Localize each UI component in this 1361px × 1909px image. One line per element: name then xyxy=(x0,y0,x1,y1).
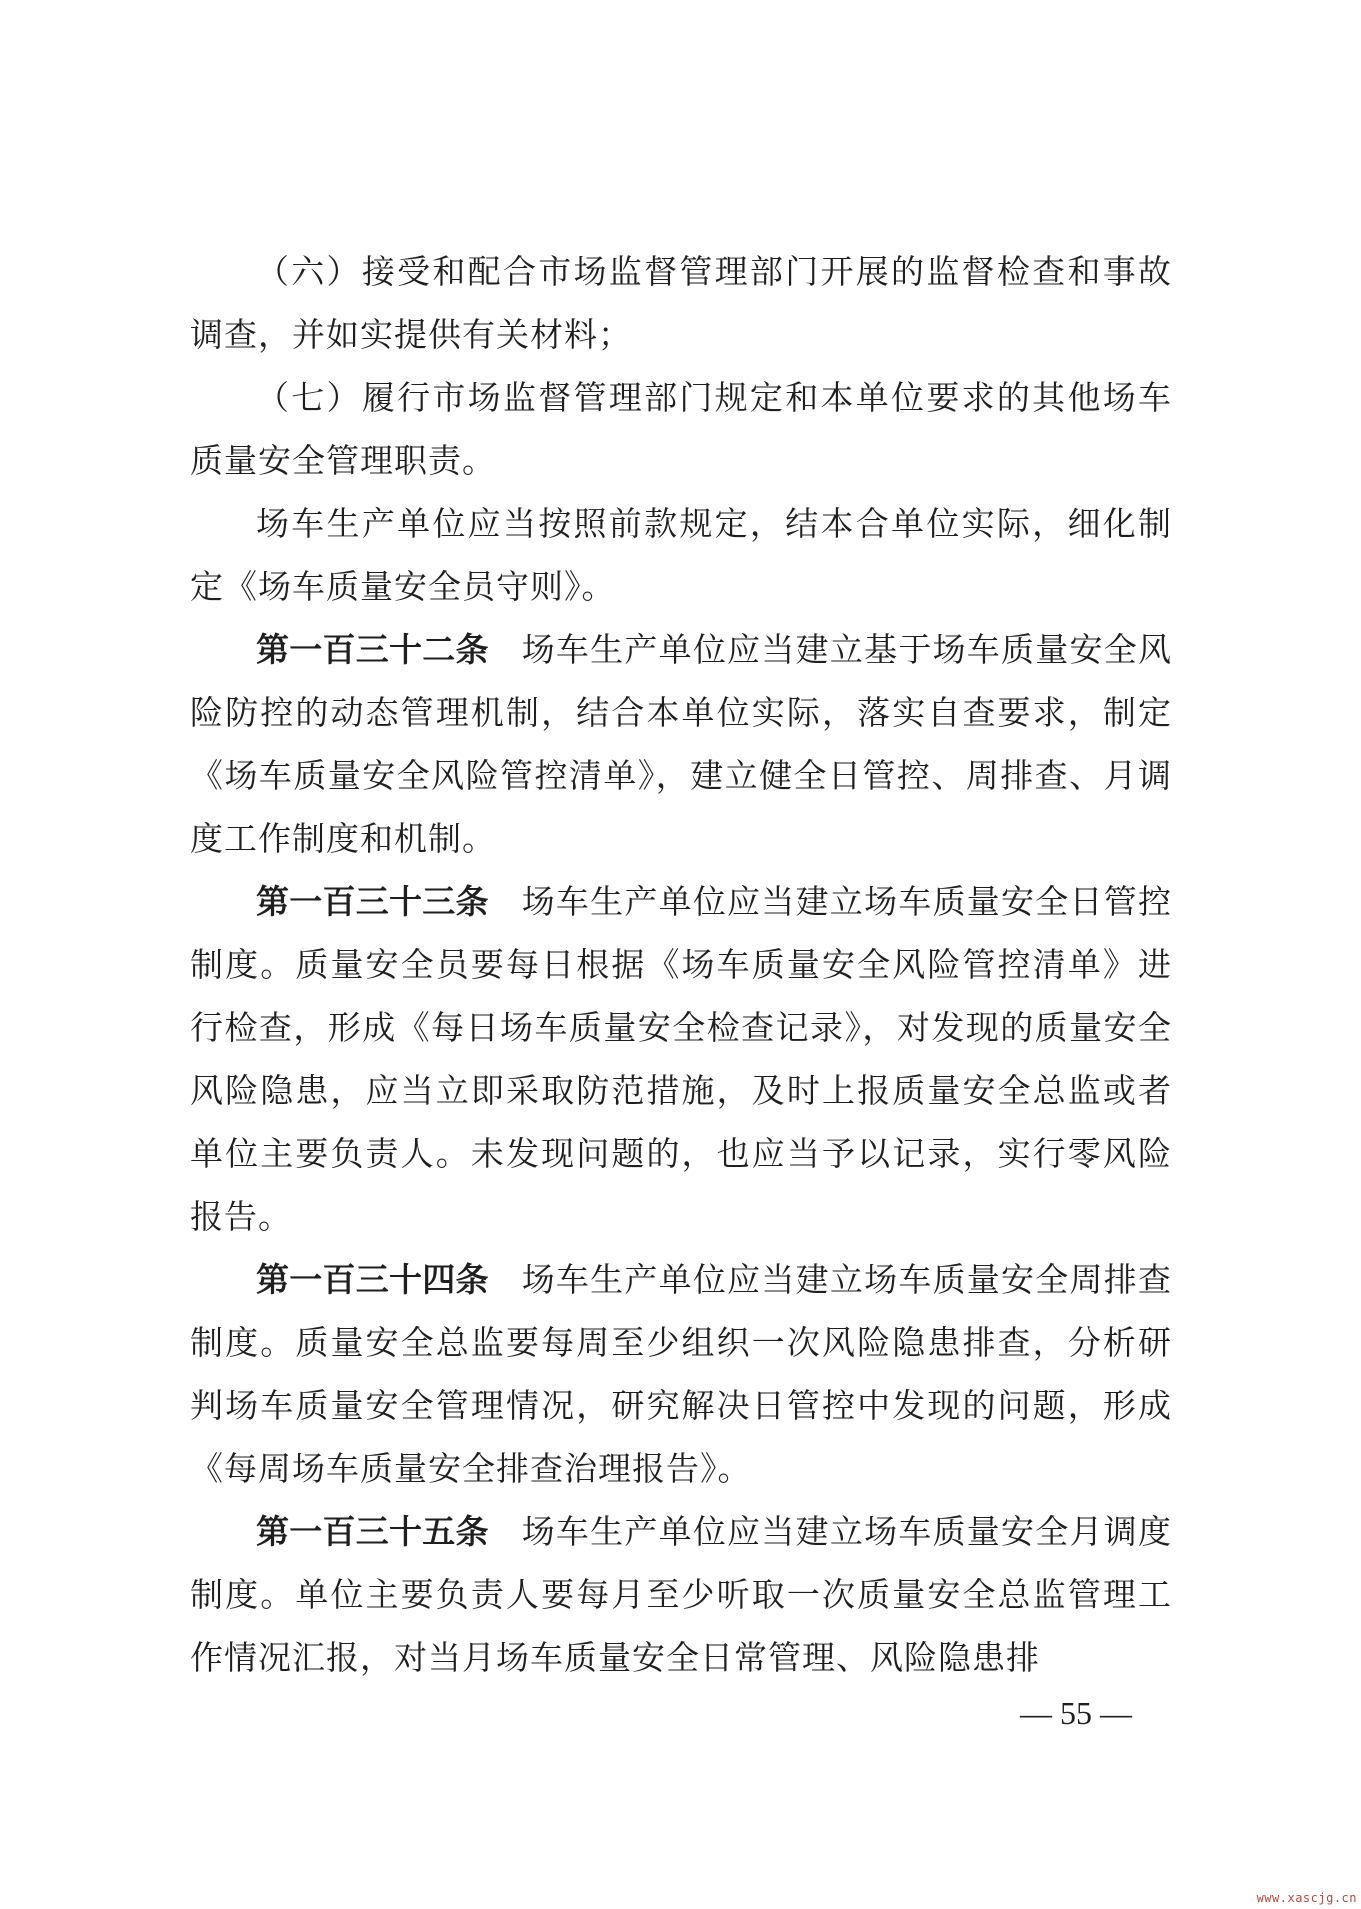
paragraph-text: （七）履行市场监督管理部门规定和本单位要求的其他场车质量安全管理职责。 xyxy=(190,378,1172,480)
article-132 xyxy=(190,618,1172,870)
watermark: www.xascjg.cn xyxy=(1256,1891,1357,1905)
paragraph-item-seven xyxy=(190,366,1172,492)
paragraph-item-six xyxy=(190,240,1172,366)
article-heading: 第一百三十三条 xyxy=(256,882,489,921)
article-text: 场车生产单位应当建立场车质量安全月调度制度。单位主要负责人要每月至少听取一次质量安全总监管理工作情况汇报，对当月场车质量安全日常管理、风险隐患排 xyxy=(190,1512,1173,1677)
article-133 xyxy=(190,870,1172,1248)
article-text: 场车生产单位应当建立场车质量安全周排查制度。质量安全总监要每周至少组织一次风险隐患排查，分析研判场车质量安全管理情况，研究解决日管控中发现的问题，形成《每周场车质量安全排查治理报告》。 xyxy=(190,1260,1173,1488)
page-number: — 55 — xyxy=(1020,1695,1132,1731)
article-134 xyxy=(190,1248,1172,1500)
article-text: 场车生产单位应当建立场车质量安全日管控制度。质量安全员要每日根据《场车质量安全风险管控清单》进行检查，形成《每日场车质量安全检查记录》，对发现的质量安全风险隐患，应当立即采取防范措施，及时上报质量安全总监或者单位主要负责人。未发现问题的，也应当予以记录，实行零风险报告。 xyxy=(190,882,1173,1236)
paragraph-text: 场车生产单位应当按照前款规定，结本合单位实际，细化制定《场车质量安全员守则》。 xyxy=(190,504,1172,606)
paragraph-text: （六）接受和配合市场监督管理部门开展的监督检查和事故调查，并如实提供有关材料； xyxy=(190,252,1172,354)
article-135 xyxy=(190,1500,1172,1689)
article-heading: 第一百三十二条 xyxy=(256,630,489,669)
document-body xyxy=(190,240,1172,1689)
article-text: 场车生产单位应当建立基于场车质量安全风险防控的动态管理机制，结合本单位实际，落实自查要求，制定《场车质量安全风险管控清单》，建立健全日管控、周排查、月调度工作制度和机制。 xyxy=(190,630,1173,858)
paragraph-guideline-note xyxy=(190,492,1172,618)
article-heading: 第一百三十五条 xyxy=(256,1512,489,1551)
article-heading: 第一百三十四条 xyxy=(256,1260,489,1299)
